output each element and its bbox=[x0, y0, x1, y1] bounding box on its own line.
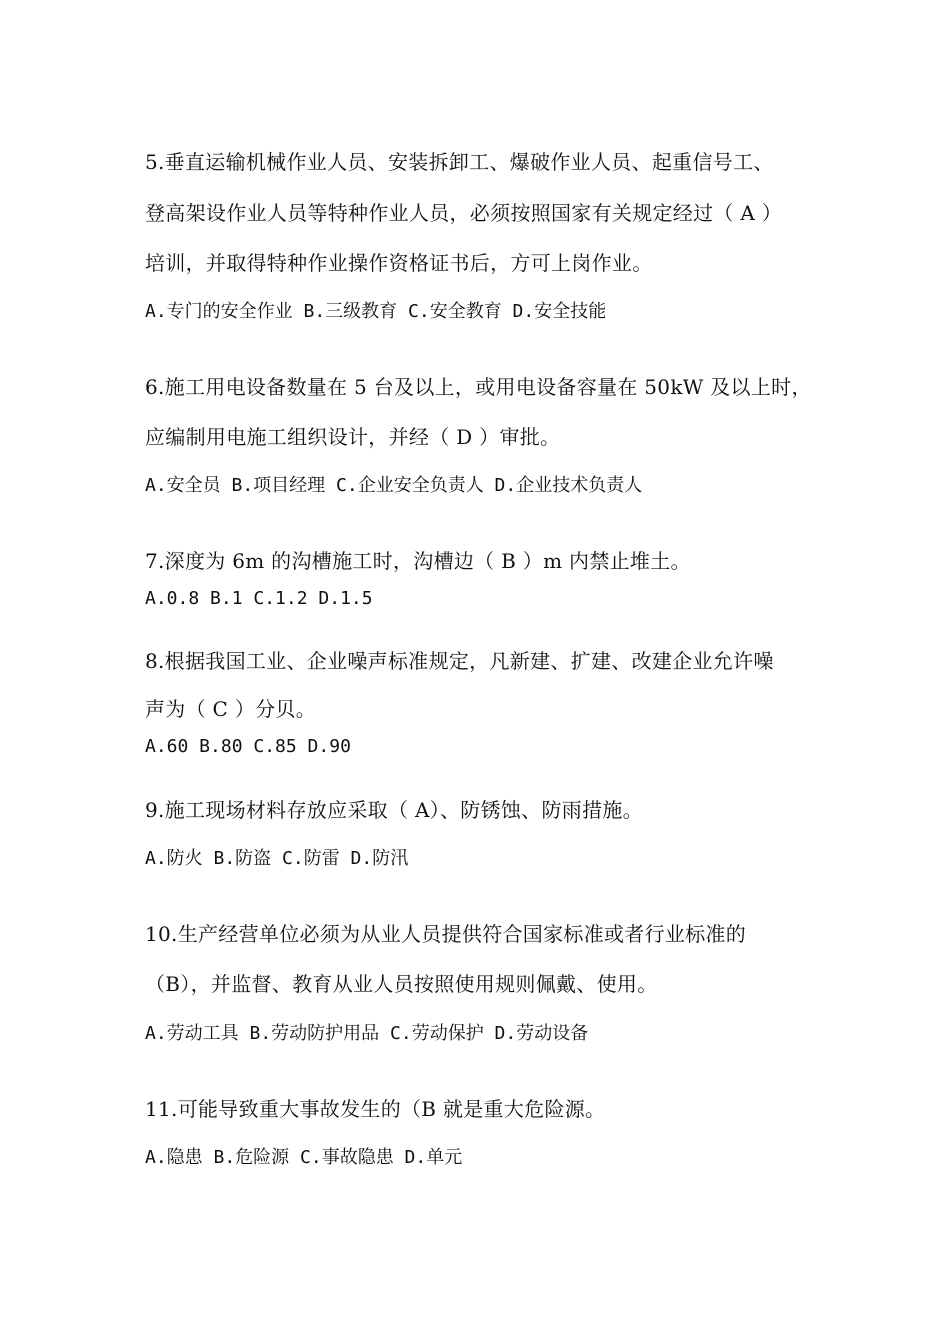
question-11-line-1: 11.可能导致重大事故发生的（B 就是重大危险源。 bbox=[145, 1097, 606, 1121]
question-10-options: A.劳动工具 B.劳动防护用品 C.劳动保护 D.劳动设备 bbox=[145, 1023, 589, 1044]
question-9-options: A.防火 B.防盗 C.防雷 D.防汛 bbox=[145, 848, 409, 869]
question-8-options: A.60 B.80 C.85 D.90 bbox=[145, 736, 351, 757]
question-5-line-2: 登高架设作业人员等特种作业人员，必须按照国家有关规定经过（ A ） bbox=[145, 201, 783, 225]
question-11-options: A.隐患 B.危险源 C.事故隐患 D.单元 bbox=[145, 1147, 463, 1168]
question-7-options: A.0.8 B.1 C.1.2 D.1.5 bbox=[145, 588, 373, 609]
question-10-line-2: （B），并监督、教育从业人员按照使用规则佩戴、使用。 bbox=[145, 972, 658, 996]
question-5-options: A.专门的安全作业 B.三级教育 C.安全教育 D.安全技能 bbox=[145, 301, 607, 322]
question-5-line-3: 培训，并取得特种作业操作资格证书后，方可上岗作业。 bbox=[145, 251, 653, 275]
question-6-options: A.安全员 B.项目经理 C.企业安全负责人 D.企业技术负责人 bbox=[145, 475, 643, 496]
question-8-line-2: 声为（ C ）分贝。 bbox=[145, 697, 317, 721]
question-6-line-1: 6.施工用电设备数量在 5 台及以上，或用电设备容量在 50kW 及以上时， bbox=[145, 375, 812, 399]
question-5-line-1: 5.垂直运输机械作业人员、安装拆卸工、爆破作业人员、起重信号工、 bbox=[145, 150, 774, 174]
question-10-line-1: 10.生产经营单位必须为从业人员提供符合国家标准或者行业标准的 bbox=[145, 922, 747, 946]
question-6-line-2: 应编制用电施工组织设计，并经（ D ）审批。 bbox=[145, 425, 561, 449]
question-7-line-1: 7.深度为 6m 的沟槽施工时，沟槽边（ B ）m 内禁止堆土。 bbox=[145, 549, 691, 573]
question-8-line-1: 8.根据我国工业、企业噪声标准规定，凡新建、扩建、改建企业允许噪 bbox=[145, 649, 774, 673]
question-9-line-1: 9.施工现场材料存放应采取（ A）、防锈蚀、防雨措施。 bbox=[145, 798, 643, 822]
